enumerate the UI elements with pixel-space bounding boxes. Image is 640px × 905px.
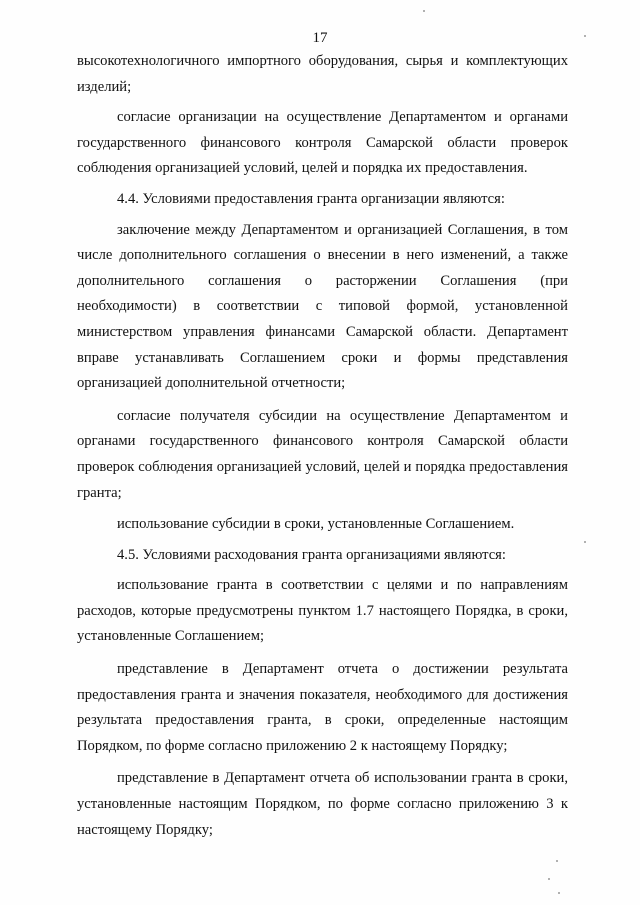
paragraph-grant-use: использование гранта в соответствии с целями и по направлениям расходов, которые предусмотрены пунктом 1.7 настоящего Порядка, в сроки, установленные Соглашением;	[77, 577, 568, 645]
paragraph-usage-report: представление в Департамент отчета об использовании гранта в сроки, установленные настоящим Порядком, по форме согласно приложению 3 к настоящему Порядку;	[77, 770, 568, 838]
paragraph-result-report: представление в Департамент отчета о достижении результата предоставления гранта и значения показателя, необходимого для достижения результата предоставления гранта, в сроки, определенные настоящим Порядком, по форме согласно приложению 2 к настоящему Порядку;	[77, 661, 568, 754]
scan-speck	[584, 35, 586, 37]
paragraph-agreement-conclusion: заключение между Департаментом и организацией Соглашения, в том числе дополнительного соглашения о внесении в него изменений, а также дополнительного соглашения о расторжении Соглашения (при необходимости) в соответствии с типовой формой, установленной министерством управления финансами Самарской области. Департамент вправе устанавливать Соглашением сроки и формы представления организацией дополнительной отчетности;	[77, 221, 568, 392]
page-number: 17	[312, 30, 328, 46]
scan-speck	[548, 878, 550, 880]
section-4-4-heading: 4.4. Условиями предоставления гранта организации являются:	[117, 190, 505, 207]
scan-speck	[584, 541, 586, 543]
scan-speck	[423, 10, 425, 12]
section-4-5-heading: 4.5. Условиями расходования гранта организациями являются:	[117, 546, 506, 563]
document-body	[77, 49, 568, 843]
scan-speck	[556, 860, 558, 862]
scan-speck	[558, 892, 560, 894]
paragraph-recipient-consent: согласие получателя субсидии на осуществление Департаментом и органами государственного финансового контроля Самарской области проверок соблюдения организацией условий, целей и порядка предоставления гранта;	[77, 407, 568, 501]
paragraph-subsidy-use: использование субсидии в сроки, установленные Соглашением.	[117, 516, 515, 533]
paragraph-consent-inspection: согласие организации на осуществление Департаментом и органами государственного финансового контроля Самарской области проверок соблюдения организацией условий, целей и порядка их предоставления.	[77, 109, 568, 177]
paragraph-continuation: высокотехнологичного импортного оборудования, сырья и комплектующих изделий;	[77, 53, 568, 95]
